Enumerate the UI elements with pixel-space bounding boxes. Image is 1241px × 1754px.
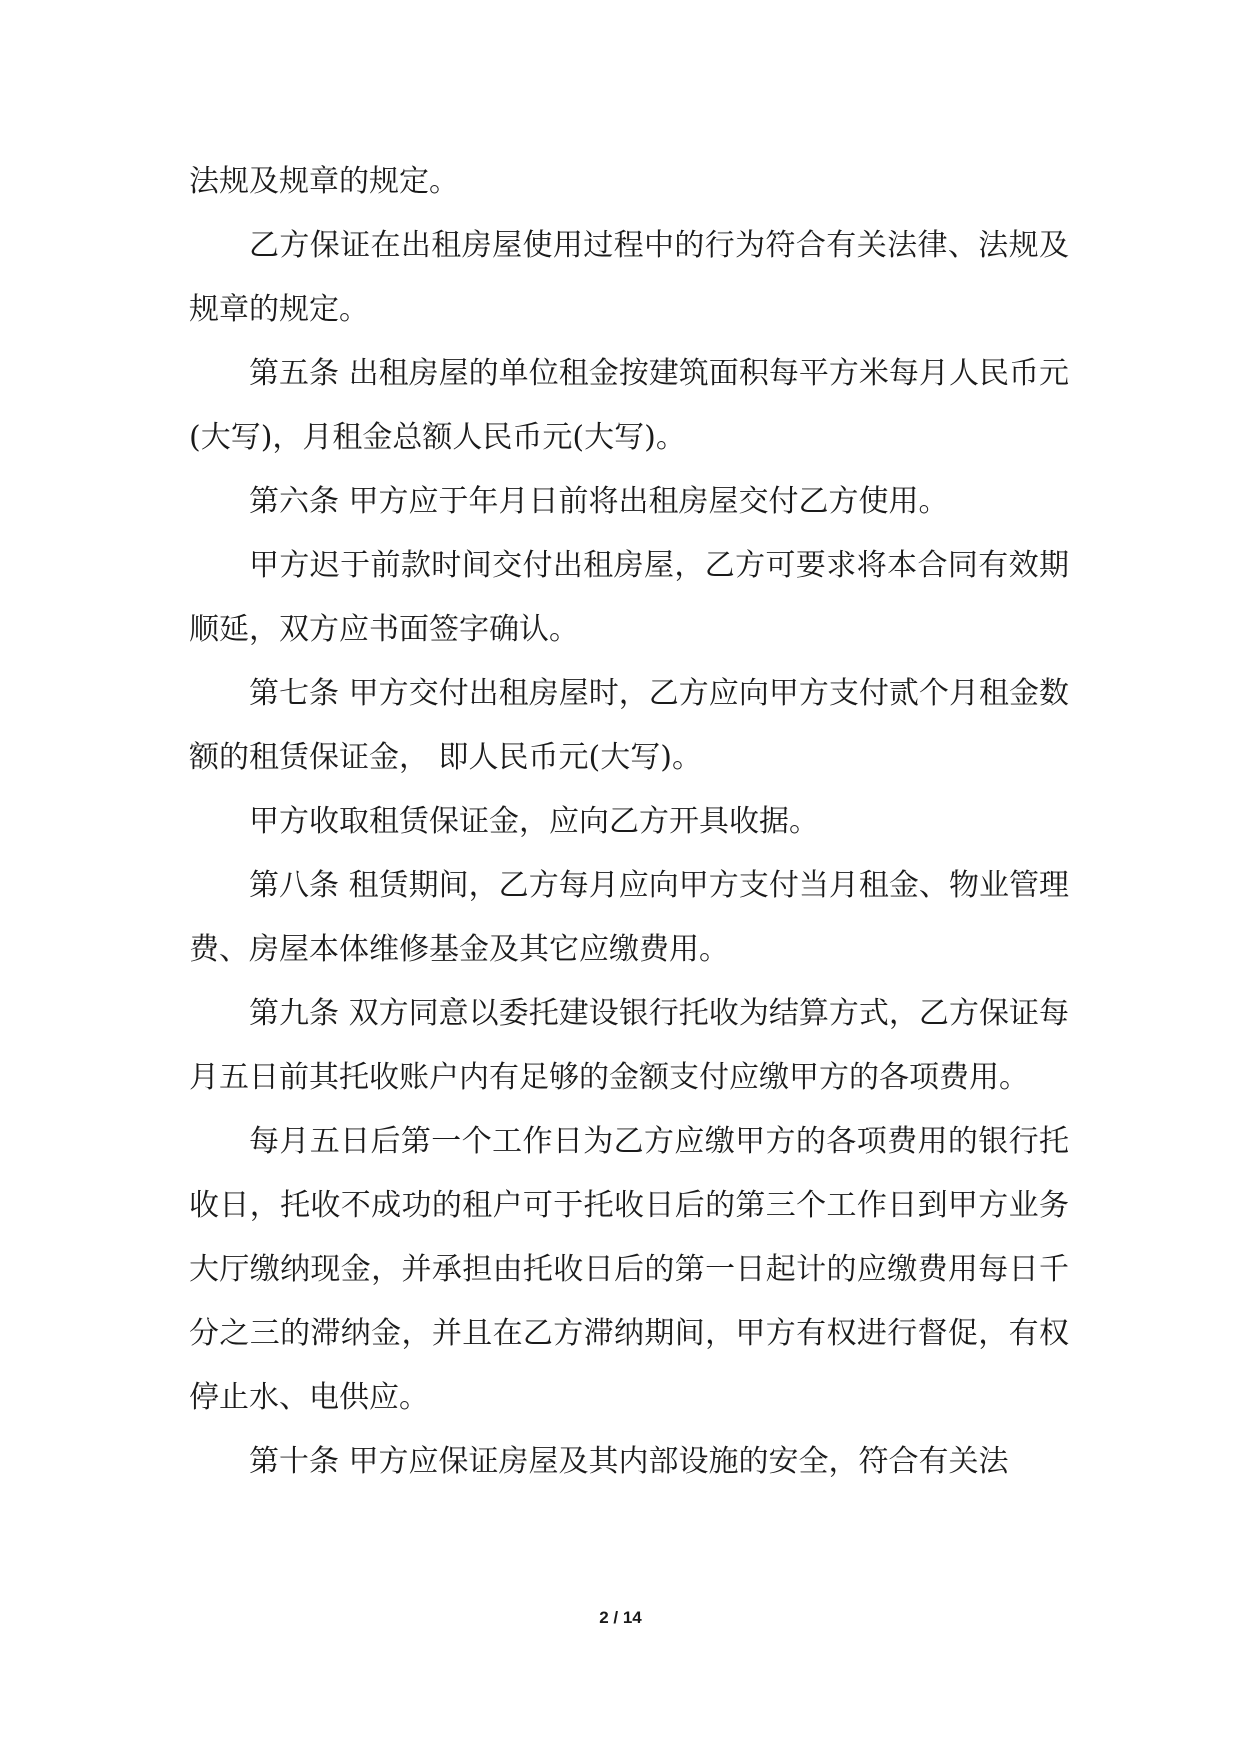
paragraph-article-9: 第九条 双方同意以委托建设银行托收为结算方式，乙方保证每月五日前其托收账户内有足够的金额支付应缴甲方的各项费用。 bbox=[189, 996, 1069, 1095]
paragraph-article-8: 第八条 租赁期间，乙方每月应向甲方支付当月租金、物业管理费、房屋本体维修基金及其它应缴费用。 bbox=[189, 868, 1069, 967]
paragraph-5: 甲方迟于前款时间交付出租房屋，乙方可要求将本合同有效期顺延，双方应书面签字确认。 bbox=[189, 548, 1069, 647]
paragraph-7: 甲方收取租赁保证金，应向乙方开具收据。 bbox=[249, 804, 819, 839]
paragraph-article-5: 第五条 出租房屋的单位租金按建筑面积每平方米每月人民币元(大写)，月租金总额人民币元(大写)。 bbox=[189, 356, 1069, 455]
document-body bbox=[189, 150, 1069, 1494]
paragraph-1: 法规及规章的规定。 bbox=[189, 164, 459, 199]
paragraph-2: 乙方保证在出租房屋使用过程中的行为符合有关法律、法规及规章的规定。 bbox=[189, 228, 1069, 327]
page-number: 2 / 14 bbox=[599, 1608, 642, 1627]
paragraph-10: 每月五日后第一个工作日为乙方应缴甲方的各项费用的银行托收日，托收不成功的租户可于托收日后的第三个工作日到甲方业务大厅缴纳现金，并承担由托收日后的第一日起计的应缴费用每日千分之三的滞纳金，并且在乙方滞纳期间，甲方有权进行督促，有权停止水、电供应。 bbox=[189, 1124, 1069, 1415]
paragraph-article-10: 第十条 甲方应保证房屋及其内部设施的安全，符合有关法 bbox=[249, 1444, 1009, 1479]
paragraph-article-7: 第七条 甲方交付出租房屋时，乙方应向甲方支付贰个月租金数额的租赁保证金， 即人民币元(大写)。 bbox=[189, 676, 1069, 775]
paragraph-article-6: 第六条 甲方应于年月日前将出租房屋交付乙方使用。 bbox=[249, 484, 949, 519]
